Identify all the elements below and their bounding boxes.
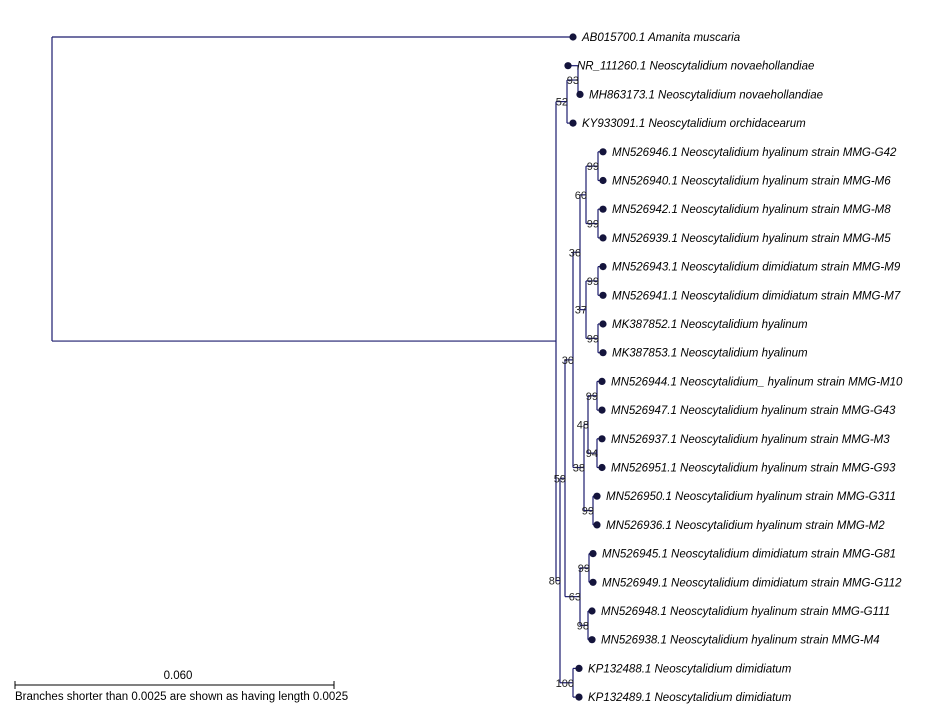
bootstrap-value: 38	[572, 462, 585, 475]
leaf-node	[598, 407, 605, 414]
taxon-label: MN526949.1 Neoscytalidium dimidiatum strain MMG-G112	[602, 577, 902, 590]
bootstrap-value: 99	[581, 505, 594, 518]
taxon-label: MN526938.1 Neoscytalidium hyalinum strain MMG-M4	[601, 634, 880, 647]
taxon-label: MN526951.1 Neoscytalidium hyalinum strain MMG-G93	[611, 462, 896, 475]
leaf-node	[599, 292, 606, 299]
leaf-node	[598, 378, 605, 385]
leaf-node	[588, 607, 595, 614]
leaf-node	[599, 148, 606, 155]
leaf-node	[599, 320, 606, 327]
bootstrap-value: 99	[585, 390, 598, 403]
leaf-node	[589, 579, 596, 586]
bootstrap-value: 37	[574, 304, 587, 317]
tree-branches	[52, 37, 603, 697]
bootstrap-value: 98	[576, 620, 589, 633]
bootstrap-value: 94	[585, 448, 598, 461]
leaf-node	[575, 665, 582, 672]
leaf-node	[575, 694, 582, 701]
taxon-label: MN526937.1 Neoscytalidium hyalinum strain MMG-M3	[611, 433, 890, 446]
bootstrap-value: 99	[586, 333, 599, 346]
leaf-node	[593, 493, 600, 500]
leaf-node	[599, 206, 606, 213]
bootstrap-value: 99	[586, 161, 599, 174]
scale-bar-note: Branches shorter than 0.0025 are shown as having length 0.0025	[15, 691, 349, 703]
bootstrap-value: 60	[574, 189, 587, 202]
leaf-node	[599, 234, 606, 241]
taxon-label: MN526939.1 Neoscytalidium hyalinum strain MMG-M5	[612, 232, 891, 245]
taxon-label: MK387853.1 Neoscytalidium hyalinum	[612, 347, 808, 360]
bootstrap-value: 30	[561, 354, 574, 367]
taxon-label: MK387852.1 Neoscytalidium hyalinum	[612, 319, 808, 331]
bootstrap-value: 99	[586, 275, 599, 288]
leaf-node	[576, 91, 583, 98]
taxon-label: MN526941.1 Neoscytalidium dimidiatum strain MMG-M7	[612, 290, 901, 303]
taxon-label: AB015700.1 Amanita muscaria	[582, 32, 741, 44]
taxon-label: MN526946.1 Neoscytalidium hyalinum strain MMG-G42	[612, 146, 897, 159]
taxon-label: MN526943.1 Neoscytalidium dimidiatum strain MMG-M9	[612, 261, 901, 274]
leaf-node	[599, 349, 606, 356]
taxon-label: NR_111260.1 Neoscytalidium novaehollandiae	[577, 60, 815, 73]
leaf-node	[589, 550, 596, 557]
taxon-label: MN526942.1 Neoscytalidium hyalinum strain MMG-M8	[612, 204, 891, 217]
leaf-node	[593, 521, 600, 528]
bootstrap-value: 59	[553, 473, 566, 486]
taxon-label: MN526945.1 Neoscytalidium dimidiatum strain MMG-G81	[602, 548, 896, 561]
taxon-label: MH863173.1 Neoscytalidium novaehollandiae	[589, 89, 823, 102]
taxon-label: MN526936.1 Neoscytalidium hyalinum strain MMG-M2	[606, 519, 885, 532]
taxon-label: MN526947.1 Neoscytalidium hyalinum strain MMG-G43	[611, 405, 896, 418]
bootstrap-value: 63	[568, 591, 581, 604]
leaf-node	[564, 62, 571, 69]
leaf-node	[598, 464, 605, 471]
taxon-labels	[574, 32, 903, 705]
bootstrap-value: 93	[566, 75, 579, 88]
leaf-node	[588, 636, 595, 643]
bootstrap-value: 80	[548, 575, 561, 588]
leaf-node	[569, 33, 576, 40]
leaf-node	[569, 120, 576, 127]
leaf-node	[598, 435, 605, 442]
taxon-label: MN526948.1 Neoscytalidium hyalinum strain MMG-G111	[601, 606, 891, 618]
leaf-node	[599, 177, 606, 184]
bootstrap-value: 99	[586, 218, 599, 231]
taxon-label: MN526950.1 Neoscytalidium hyalinum strain MMG-G311	[606, 491, 896, 504]
taxon-label: MN526944.1 Neoscytalidium_ hyalinum strain MMG-M10	[611, 376, 903, 389]
taxon-label: KP132489.1 Neoscytalidium dimidiatum	[588, 692, 792, 705]
scale-bar	[15, 670, 348, 703]
taxon-label: KY933091.1 Neoscytalidium orchidacearum	[582, 118, 806, 131]
leaf-node	[599, 263, 606, 270]
bootstrap-value: 48	[576, 419, 589, 432]
taxon-label: KP132488.1 Neoscytalidium dimidiatum	[588, 663, 792, 676]
scale-bar-value: 0.060	[163, 670, 193, 682]
taxon-label: MN526940.1 Neoscytalidium hyalinum strain MMG-M6	[612, 175, 891, 188]
bootstrap-value: 99	[577, 562, 590, 575]
bootstrap-value: 52	[555, 96, 568, 109]
bootstrap-value: 36	[568, 247, 581, 260]
bootstrap-value: 100	[555, 677, 574, 690]
